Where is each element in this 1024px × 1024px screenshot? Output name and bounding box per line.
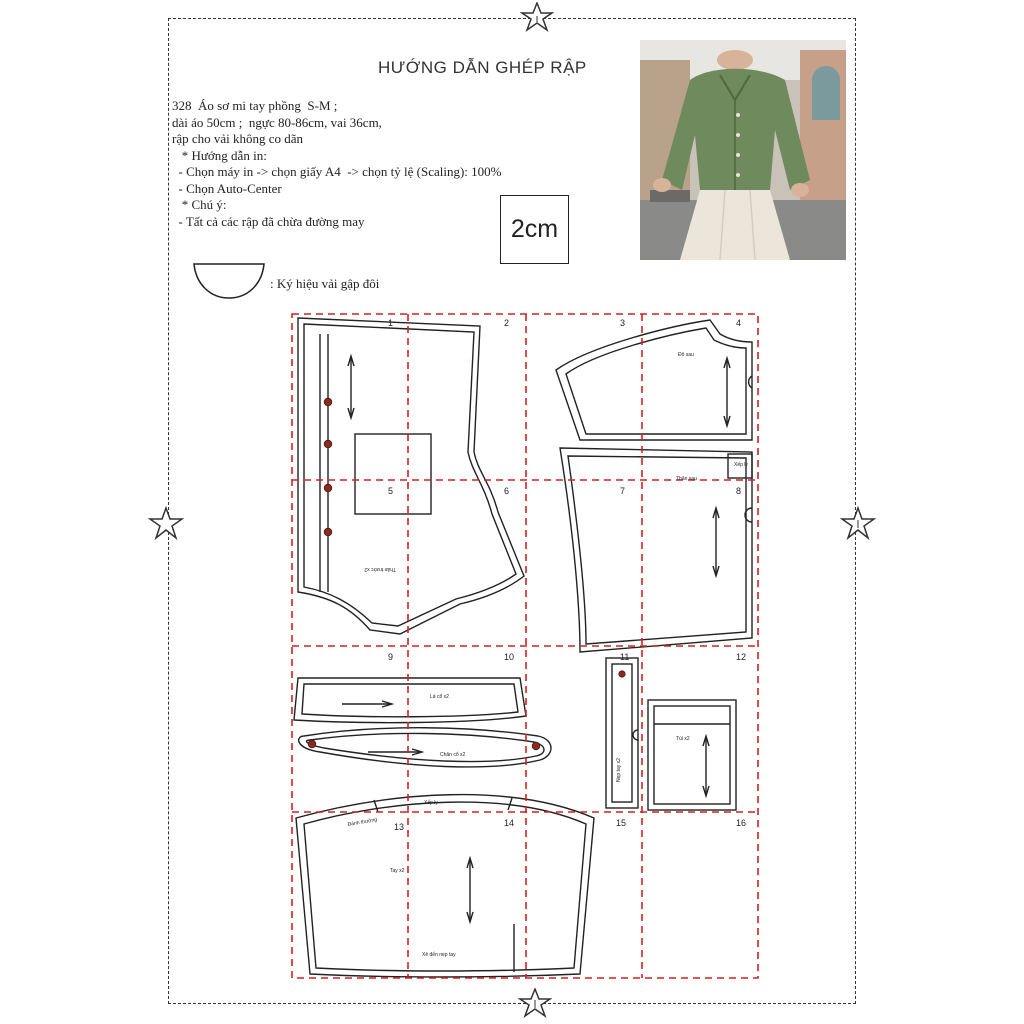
fold-legend-label: : Ký hiệu vải gập đôi — [270, 276, 380, 291]
piece-label-collar: Lá cổ x2 — [430, 694, 449, 700]
sleeve-placket-piece — [606, 658, 638, 808]
star-icon — [518, 988, 552, 1018]
model-photo — [640, 40, 846, 260]
page-number: 2 — [504, 318, 510, 328]
button-mark — [324, 440, 332, 448]
page-number: 5 — [388, 486, 394, 496]
piece-label-sleeve-top: Xếp ly — [424, 800, 438, 806]
back-yoke-piece — [556, 320, 752, 440]
page-number: 11 — [620, 652, 630, 662]
page-number: 7 — [620, 486, 626, 496]
piece-label-sleeve: Tay x2 — [390, 868, 405, 874]
button-mark — [324, 528, 332, 536]
info-line: * Hướng dẫn in: — [172, 147, 267, 163]
star-icon — [520, 2, 554, 32]
piece-label-back: Thân sau — [676, 476, 697, 482]
button-mark — [324, 398, 332, 406]
piece-label-pocket: Túi x2 — [676, 736, 690, 742]
back-piece — [560, 448, 752, 652]
page-number: 8 — [736, 486, 742, 496]
piece-label-fold: Xếp ly — [734, 462, 748, 468]
page-number: 15 — [616, 818, 627, 828]
info-line: 328 Áo sơ mi tay phồng S-M ; — [172, 98, 338, 113]
page-number: 13 — [394, 822, 405, 832]
front-bodice-piece — [298, 318, 524, 634]
scale-reference-box — [500, 195, 569, 264]
page-number: 1 — [388, 318, 394, 328]
page-number: 14 — [504, 818, 515, 828]
button-mark — [619, 671, 625, 677]
piece-label-back-yoke: Đô sau — [678, 352, 694, 358]
collar-piece — [294, 678, 526, 723]
piece-label-front: Thân trước x2 — [364, 566, 396, 572]
fold-symbol-icon — [192, 262, 266, 302]
page-title: HƯỚNG DẪN GHÉP RẬP — [378, 58, 587, 77]
scale-label: 2cm — [510, 215, 559, 243]
piece-label-sleeve-note: Đánh thường — [347, 816, 378, 828]
info-line: dài áo 50cm ; ngực 80-86cm, vai 36cm, — [172, 114, 382, 130]
page-number: 3 — [620, 318, 626, 328]
info-line: - Chọn máy in -> chọn giấy A4 -> chọn tỷ lệ (Scaling): 100% — [172, 164, 502, 179]
info-line: - Chọn Auto-Center — [172, 180, 282, 196]
info-line: * Chú ý: — [172, 197, 227, 212]
button-mark — [324, 484, 332, 492]
button-mark — [308, 740, 316, 748]
piece-label-sleeve-slit: Xẻ đến nẹp tay — [422, 952, 456, 958]
page-number: 10 — [504, 652, 515, 662]
sleeve-piece — [296, 795, 594, 977]
page-number: 12 — [736, 652, 747, 662]
page-number: 16 — [736, 818, 747, 828]
piece-label-collar-stand: Chân cổ x2 — [440, 752, 466, 758]
page-number: 4 — [736, 318, 742, 328]
page-number: 6 — [504, 486, 510, 496]
button-mark — [532, 742, 540, 750]
star-icon — [148, 506, 184, 540]
info-line: rập cho vải không co dãn — [172, 131, 304, 146]
instructions-block — [172, 98, 502, 230]
info-line: - Tất cả các rập đã chừa đường may — [172, 213, 365, 229]
collar-stand-piece — [299, 728, 551, 767]
piece-label-placket: Nẹp tay x2 — [616, 758, 622, 782]
star-icon — [840, 506, 876, 540]
page-number: 9 — [388, 652, 394, 662]
pocket-piece — [648, 700, 736, 810]
pattern-grid — [290, 312, 762, 982]
